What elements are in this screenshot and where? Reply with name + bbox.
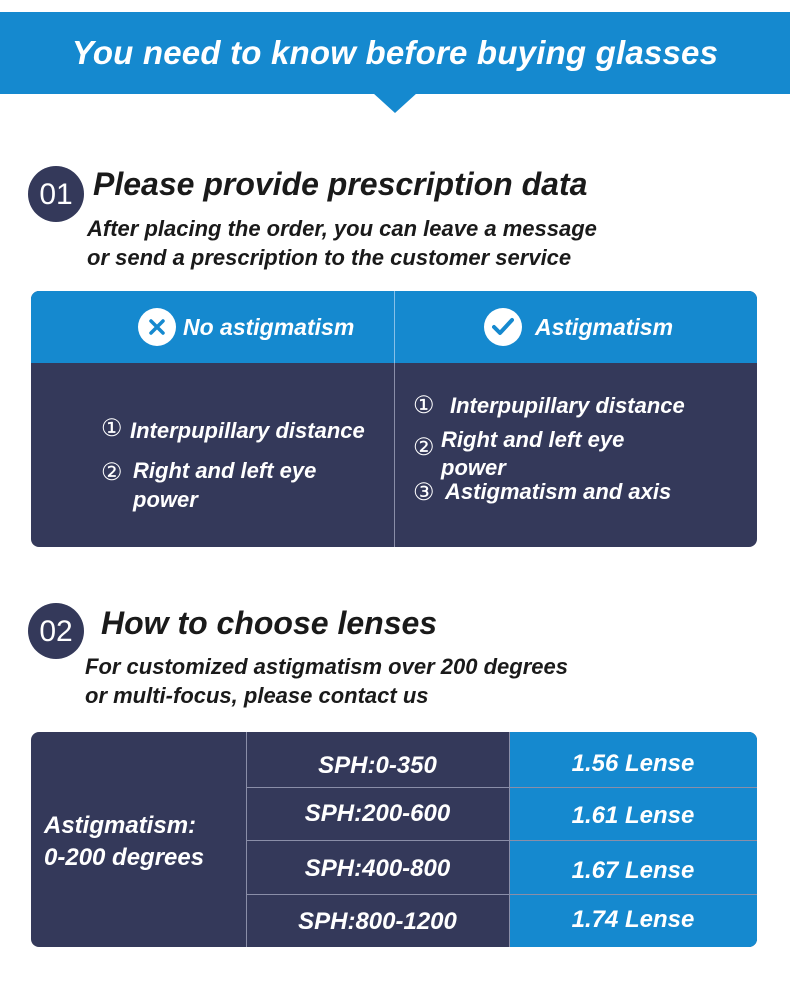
item-number: ③ xyxy=(413,479,435,506)
row-divider xyxy=(246,840,757,841)
no-astig-item-power-line2: power xyxy=(133,487,198,512)
lens-index-cell: 1.67 Lense xyxy=(571,857,695,884)
body-divider xyxy=(394,363,395,547)
banner-title: You need to know before buying glasses xyxy=(71,34,719,71)
astigmatism-label: Astigmatism xyxy=(535,313,674,340)
step1-subtitle-line2: or send a prescription to the customer service xyxy=(87,245,572,270)
prescription-table xyxy=(31,291,757,547)
no-astigmatism-header xyxy=(138,291,354,363)
step2-subtitle-line1: For customized astigmatism over 200 degrees xyxy=(85,654,568,679)
astig-item-power-line2: power xyxy=(441,455,506,480)
row-divider xyxy=(246,787,757,788)
check-icon xyxy=(484,308,522,346)
row-divider xyxy=(246,894,757,895)
lens-index-cell: 1.74 Lense xyxy=(571,906,695,933)
no-astigmatism-label: No astigmatism xyxy=(183,313,355,340)
banner-arrow xyxy=(373,93,417,113)
sph-range-cell: SPH:200-600 xyxy=(304,800,451,827)
astigmatism-group-label-line1: Astigmatism: xyxy=(44,812,197,839)
step-number-02: 02 xyxy=(28,603,84,659)
item-number: ② xyxy=(101,459,123,486)
astig-item-axis: Astigmatism and axis xyxy=(445,479,672,504)
item-number: ① xyxy=(413,392,435,419)
no-astig-item-pd: Interpupillary distance xyxy=(130,418,365,443)
astig-item-pd: Interpupillary distance xyxy=(450,393,685,418)
x-icon xyxy=(138,308,176,346)
step1-subtitle-line1: After placing the order, you can leave a message xyxy=(87,216,597,241)
astigmatism-group-label-line2: 0-200 degrees xyxy=(44,844,205,871)
item-number: ① xyxy=(101,415,123,442)
astigmatism-header xyxy=(484,291,673,363)
item-number: ② xyxy=(413,434,435,461)
header-banner xyxy=(0,12,790,94)
lens-index-cell: 1.56 Lense xyxy=(571,750,695,777)
step2-subtitle-line2: or multi-focus, please contact us xyxy=(85,683,429,708)
sph-range-cell: SPH:0-350 xyxy=(318,752,437,779)
no-astig-item-power-line1: Right and left eye xyxy=(133,458,317,483)
sph-range-cell: SPH:400-800 xyxy=(304,855,451,882)
lens-table xyxy=(31,732,757,947)
step-number-01: 01 xyxy=(28,166,84,222)
step1-title: Please provide prescription data xyxy=(93,166,588,202)
astig-item-power-line1: Right and left eye xyxy=(441,427,625,452)
sph-range-cell: SPH:800-1200 xyxy=(298,908,457,935)
step2-title: How to choose lenses xyxy=(101,605,438,641)
lens-index-cell: 1.61 Lense xyxy=(571,802,695,829)
header-divider xyxy=(394,291,395,363)
